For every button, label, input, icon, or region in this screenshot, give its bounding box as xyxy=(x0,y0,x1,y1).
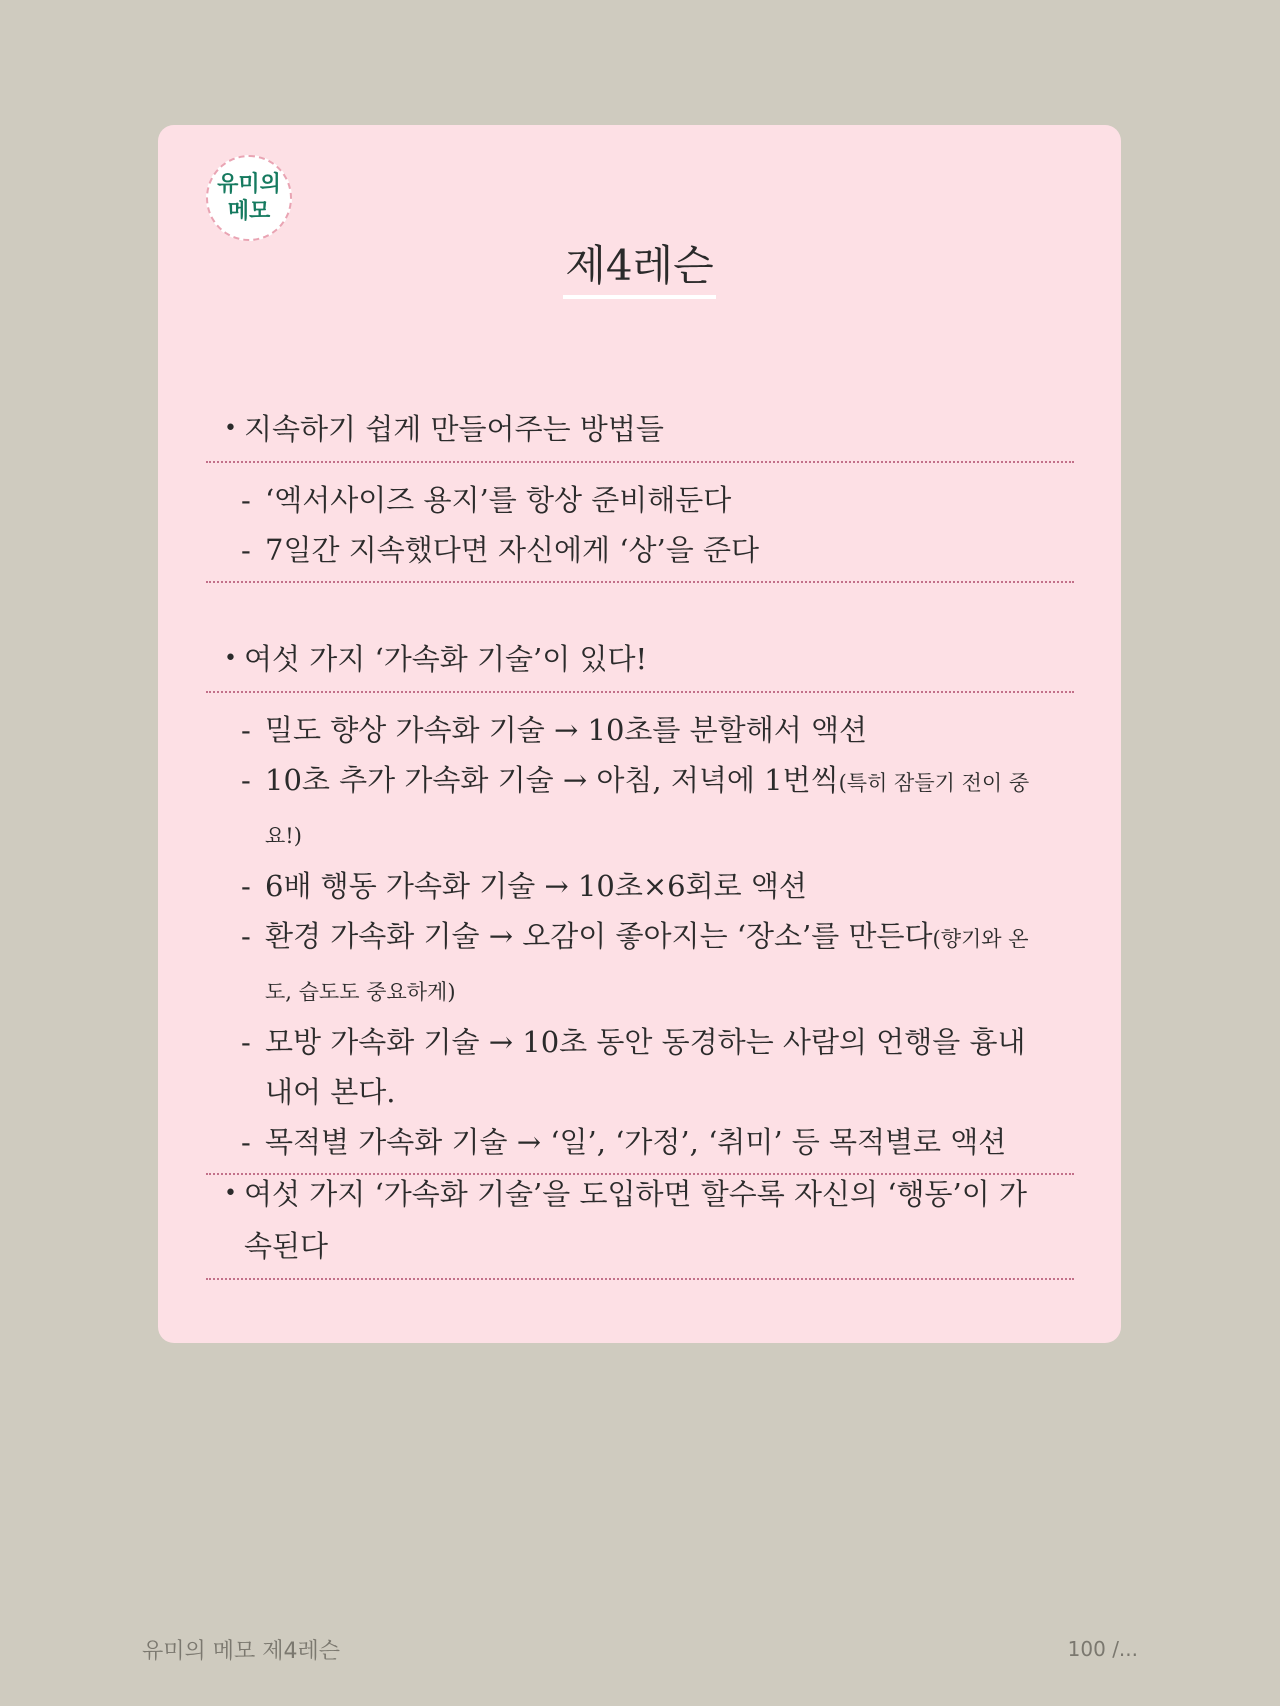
footer-caption: 유미의 메모 제4레슨 xyxy=(142,1639,340,1664)
section-3-heading: 여섯 가지 ‘가속화 기술’을 도입하면 할수록 자신의 ‘행동’이 가속된다 xyxy=(244,1177,1027,1263)
page-indicator: 100 /... xyxy=(1067,1637,1138,1661)
list-item: - 6배 행동 가속화 기술 → 10초×6회로 액션 xyxy=(241,869,807,903)
memo-badge xyxy=(206,155,292,241)
list-item: - 7일간 지속했다면 자신에게 ‘상’을 준다 xyxy=(241,533,759,567)
section-3-bullet xyxy=(206,1168,1074,1280)
section-1-heading: 지속하기 쉽게 만들어주는 방법들 xyxy=(244,412,664,446)
section-2-heading: 여섯 가지 ‘가속화 기술’이 있다! xyxy=(244,642,648,676)
list-item: - 목적별 가속화 기술 → ‘일’, ‘가정’, ‘취미’ 등 목적별로 액션 xyxy=(241,1125,1007,1159)
section-3 xyxy=(206,1168,1074,1280)
bullet-dot: • xyxy=(224,646,237,671)
badge-line-1: 유미의 xyxy=(217,172,281,197)
section-2 xyxy=(206,633,1074,1175)
section-1-items xyxy=(206,463,1074,583)
section-1 xyxy=(206,403,1074,583)
badge-line-2: 메모 xyxy=(227,199,271,224)
title-wrap xyxy=(158,237,1121,299)
memo-card xyxy=(158,125,1121,1343)
memo-title: 제4레슨 xyxy=(563,237,715,299)
section-1-bullet xyxy=(206,403,1074,463)
list-item: - 밀도 향상 가속화 기술 → 10초를 분할해서 액션 xyxy=(241,713,867,747)
bullet-dot: • xyxy=(224,1181,237,1206)
section-2-bullet xyxy=(206,633,1074,693)
section-2-items xyxy=(206,693,1074,1175)
list-item: - 환경 가속화 기술 → 오감이 좋아지는 ‘장소’를 만든다(향기와 온도, 습도도 중요하게) xyxy=(241,919,1029,1004)
list-item: - 모방 가속화 기술 → 10초 동안 동경하는 사람의 언행을 흉내 내어 본다. xyxy=(241,1025,1026,1109)
bullet-dot: • xyxy=(224,416,237,441)
list-item: - 10초 추가 가속화 기술 → 아침, 저녁에 1번씩(특히 잠들기 전이 중요!) xyxy=(241,763,1030,848)
list-item: - ‘엑서사이즈 용지’를 항상 준비해둔다 xyxy=(241,483,732,517)
item-note: (특히 잠들기 전이 중요!) xyxy=(265,771,1030,848)
item-note: (향기와 온도, 습도도 중요하게) xyxy=(265,927,1029,1004)
